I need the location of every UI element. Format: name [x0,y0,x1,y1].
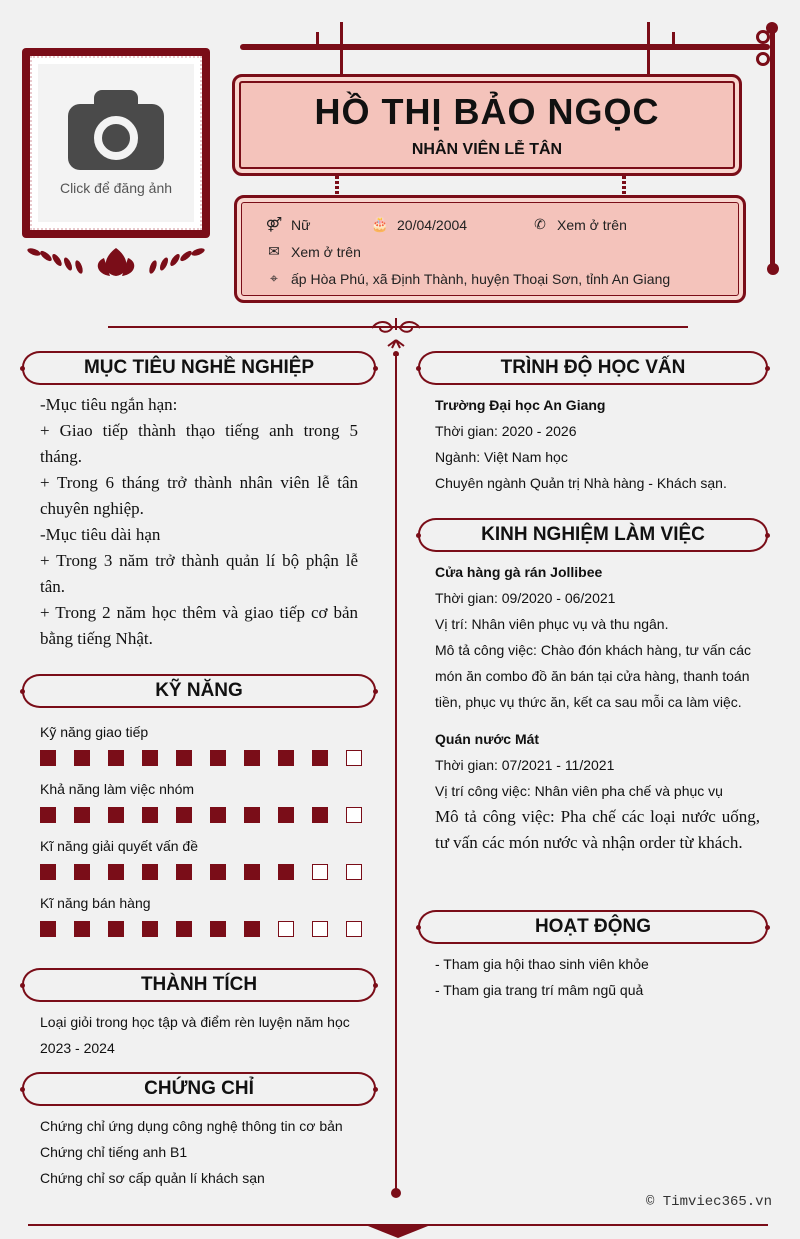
plate-chain [335,176,339,196]
rail-knob [766,22,778,34]
skills-header: KỸ NĂNG [22,674,376,708]
skill-dot-filled [40,750,56,766]
skill-dot-filled [74,864,90,880]
education-details [435,392,760,496]
skill-dot-filled [176,864,192,880]
skill-dot-filled [142,864,158,880]
job-time: Thời gian: 07/2021 - 11/2021 [435,757,615,773]
certificate-item: Chứng chỉ tiếng anh B1 [40,1144,188,1160]
skill-label: Kỹ năng giao tiếp [40,724,149,740]
experience-job [435,559,760,715]
achievements-text [40,1009,370,1061]
job-title: NHÂN VIÊN LỄ TÂN [411,141,563,158]
career-line: + Trong 6 tháng trở thành nhân viên lễ tân chuyên nghiệp. [40,473,358,518]
birthday-row [371,216,467,233]
skill-dot-filled [176,807,192,823]
education-major: Ngành: Việt Nam học [435,449,568,465]
skill-dot-filled [278,807,294,823]
activities-list [435,951,760,1003]
skill-dot-filled [244,750,260,766]
career-line: -Mục tiêu dài hạn [40,525,161,544]
skill-rating [40,921,362,937]
company-name: Quán nước Mát [435,731,540,747]
skill-dot-filled [244,921,260,937]
skill-dot-filled [142,750,158,766]
skill-dot-empty [278,921,294,937]
skill-dot-filled [108,750,124,766]
experience-header: KINH NGHIỆM LÀM VIỆC [418,518,768,552]
skill-rating [40,750,362,766]
career-objectives [40,392,358,652]
job-description: Mô tả công việc: Pha chế các loại nước uống, tư vấn các món nước và nhận order từ khách. [435,807,760,852]
column-divider-end [391,1188,401,1198]
school-name: Trường Đại học An Giang [435,397,606,413]
skill-dot-empty [346,921,362,937]
skill-dot-filled [108,807,124,823]
skill-dot-empty [312,864,328,880]
job-description: Mô tả công việc: Chào đón khách hàng, tư vấn các [435,642,752,658]
cake-icon: 🎂 [371,216,389,232]
avatar-frame [22,48,210,238]
skill-dot-filled [244,864,260,880]
phone-icon: ✆ [534,216,546,232]
activity-item: - Tham gia hội thao sinh viên khỏe [435,956,649,972]
career-line: + Trong 2 năm học thêm và giao tiếp cơ bản bằng tiếng Nhật. [40,603,358,648]
career-line: -Mục tiêu ngắn hạn: [40,395,178,414]
career-line: + Giao tiếp thành thạo tiếng anh trong 5 tháng. [40,421,358,466]
candidate-name: HỒ THỊ BẢO NGỌC [314,91,660,132]
experience-job [435,726,760,856]
career-line: + Trong 3 năm trở thành quản lí bộ phận lễ tân. [40,551,358,596]
skill-dot-empty [346,807,362,823]
rail-ring [756,52,770,66]
skill-label: Kĩ năng bán hàng [40,895,151,911]
achievements-header: THÀNH TÍCH [22,968,376,1002]
mail-icon: ✉ [268,243,280,259]
email-row [265,243,361,260]
skill-dot-filled [244,807,260,823]
rail-pin [340,22,343,74]
skill-dot-filled [74,921,90,937]
footer-credit: © Timviec365.vn [645,1194,772,1210]
skill-label: Khả năng làm việc nhóm [40,781,195,797]
job-description: tiền, phục vụ thức ăn, kết ca sau mỗi ca làm việc. [435,694,742,710]
skill-rating [40,807,362,823]
certificate-item: Chứng chỉ sơ cấp quản lí khách sạn [40,1170,265,1186]
education-specialization: Chuyên ngành Quản trị Nhà hàng - Khách sạn. [435,475,727,491]
job-position: Vị trí công việc: Nhân viên pha chế và phục vụ [435,783,723,799]
skill-dot-empty [346,750,362,766]
job-position: Vị trí: Nhân viên phục vụ và thu ngân. [435,616,669,632]
address-row [265,270,670,287]
contact-info [234,195,746,303]
birthday-value: 20/04/2004 [397,216,468,233]
skill-dot-empty [312,921,328,937]
rail-pin [672,32,675,46]
email-value: Xem ở trên [291,243,361,260]
skill-dot-filled [210,807,226,823]
skill-dot-filled [142,807,158,823]
avatar-upload[interactable] [38,64,194,222]
achievement-line: Loại giỏi trong học tập và điểm rèn luyện năm học [40,1014,350,1030]
activity-item: - Tham gia trang trí mâm ngũ quả [435,982,644,998]
skill-dot-filled [312,750,328,766]
skill-rating [40,864,362,880]
activities-header: HOẠT ĐỘNG [418,910,768,944]
header-right-rail [770,30,775,270]
column-divider [395,352,397,1194]
certificates-list [40,1113,370,1191]
avatar-upload-caption: Click để đăng ảnh [59,180,173,196]
rail-pin [647,22,650,74]
name-plate [232,74,742,176]
education-time: Thời gian: 2020 - 2026 [435,423,577,439]
divider-ornament-icon [368,316,424,356]
skill-dot-filled [210,921,226,937]
skill-dot-filled [176,921,192,937]
achievement-line: 2023 - 2024 [40,1040,115,1056]
skill-dot-filled [210,750,226,766]
laurel-ornament-icon [24,244,208,278]
phone-row [531,216,627,233]
location-icon: ⌖ [270,270,278,286]
skill-dot-filled [74,807,90,823]
skill-dot-empty [346,864,362,880]
skill-dot-filled [176,750,192,766]
address-value: ấp Hòa Phú, xã Định Thành, huyện Thoại Sơn, tỉnh An Giang [291,270,671,287]
job-time: Thời gian: 09/2020 - 06/2021 [435,590,616,606]
phone-value: Xem ở trên [557,216,627,233]
job-description: món ăn combo đồ ăn bán tại cửa hàng, thanh toán [435,668,750,684]
skill-dot-filled [74,750,90,766]
company-name: Cửa hàng gà rán Jollibee [435,564,603,580]
skill-dot-filled [40,864,56,880]
skill-dot-filled [278,864,294,880]
career-header: MỤC TIÊU NGHỀ NGHIỆP [22,351,376,385]
skill-dot-filled [40,807,56,823]
certificate-item: Chứng chỉ ứng dụng công nghệ thông tin cơ bản [40,1118,343,1134]
skill-dot-filled [142,921,158,937]
skill-dot-filled [40,921,56,937]
skill-label: Kĩ năng giải quyết vấn đề [40,838,199,854]
rail-pin [316,32,319,46]
gender-icon: ⚤ [265,216,283,232]
camera-icon [68,90,164,170]
avatar-border [30,56,202,230]
plate-chain [622,176,626,196]
skill-dot-filled [312,807,328,823]
skill-dot-filled [108,864,124,880]
skill-dot-filled [108,921,124,937]
bottom-ornament-icon [368,1224,428,1239]
header-rail [240,44,770,50]
certificates-header: CHỨNG CHỈ [22,1072,376,1106]
skill-dot-filled [278,750,294,766]
gender-row [265,216,310,233]
rail-knob [767,263,779,275]
education-header: TRÌNH ĐỘ HỌC VẤN [418,351,768,385]
skill-dot-filled [210,864,226,880]
gender-value: Nữ [291,216,311,233]
